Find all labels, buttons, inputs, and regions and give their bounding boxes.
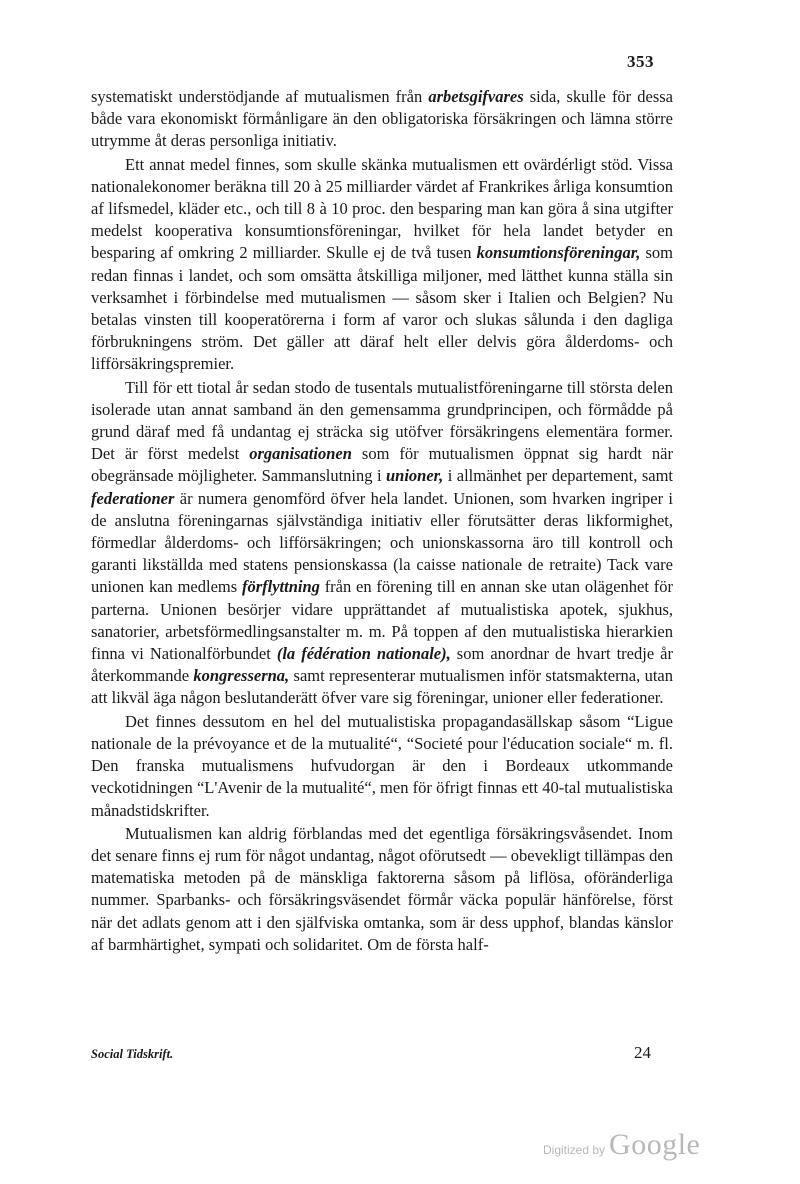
text-run: är numera genomförd öfver hela landet. Unionen, som hvarken ingriper i de anslutna föreningarnas självständiga initiativ eller förutsätter deras likformighet, förmedlar ålderdoms- och lifförsäkringen; och unionskassorna äro till kontroll och garanti likställda med statens pensionskassa (la caisse nationale de retraite) Tack vare unionen kan medlems [91,488,673,597]
text-run: i allmänhet per departement, samt [443,466,673,486]
text-run: Mutualismen kan aldrig förblandas med det egentliga försäkringsvåsendet. Inom det senare finns ej rum för något undantag, något oförutsedt — obevekligt tillämpas den matematiska metoden på de mänskliga faktorerna såsom på liflösa, oföränderliga nummer. Sparbanks- och försäkringsväsendet förmår väcka populär hänförelse, först när det adlats genom att i den själfviska omtanka, som är dess upphof, blandas känslor af barmhärtighet, sympati och solidaritet. Om de första half- [91,823,673,954]
paragraph [91,154,673,376]
emphasized-text: federationer [91,488,175,508]
google-logo: Google [609,1128,701,1161]
emphasized-text: (la fédération nationale), [276,644,451,664]
digitization-watermark [543,1128,700,1162]
footer-signature-mark: 24 [634,1043,651,1062]
paragraph [91,711,673,822]
text-run: som redan finnas i landet, och som omsätta åtskilliga miljoner, med lätthet kunna ställa sin verksamhet i förbindelse med mutualismen — såsom sker i Italien och Belgien? Nu betalas vinsten till kooperatörerna i form af varor och slukas sålunda i den dagliga förbrukningens ström. Det gäller att däraf helt eller delvis göra ålderdoms- och lifförsäkringspremier. [91,243,673,374]
text-run: Till för ett tiotal år sedan stodo de tusentals mutualistföreningarne till största delen isolerade utan annat samband än den gemensamma grundprincipen, och förmådde på grund däraf med få undantag ej sträcka sig utöfver försäkringens elementära former. Det är först medelst [91,377,673,464]
emphasized-text: förflyttning [241,577,320,597]
text-run: Ett annat medel finnes, som skulle skänka mutualismen ett ovärdérligt stöd. Vissa nationalekonomer beräkna till 20 à 25 milliarder värdet af Frankrikes årliga konsumtion af lifsmedel, kläder etc., och till 8 à 10 proc. den besparing man kan göra å sina utgifter medelst kooperativa konsumtionsföreningar, hvilket för hela landet betyder en besparing af omkring 2 milliarder. Skulle ej de två tusen [91,154,673,263]
body-text [91,86,673,956]
emphasized-text: unioner, [385,466,444,486]
emphasized-text: konsumtionsföreningar, [476,243,641,263]
emphasized-text: arbetsgifvares [428,87,524,106]
text-run: systematiskt understödjande af mutualismen från [91,87,429,106]
paragraph [91,823,673,956]
emphasized-text: organisationen [249,444,352,464]
text-run: samt representerar mutualismen inför statsmakterna, utan att likväl äga någon beslutanderätt öfver vare sig föreningar, unioner eller federationer. [91,666,673,708]
emphasized-text: kongresserna, [193,666,290,686]
text-run: sida, skulle för dessa både vara ekonomiskt förmånligare än den obligatoriska försäkringen och lämna större utrymme åt deras personliga initiativ. [91,87,673,151]
page-number: 353 [627,52,654,71]
paragraph [91,86,673,153]
watermark-prefix: Digitized by [543,1143,606,1157]
paragraph [91,377,673,710]
text-run: som anordnar de hvart tredje år återkommande [91,644,674,686]
text-run: som för mutualismen öppnat sig hardt när obegränsade möjligheter. Sammanslutning i [91,444,673,486]
text-run: från en förening till en annan ske utan olägenhet för parterna. Unionen besörjer vidare upprättandet af mutualistiska apotek, sjukhus, sanatorier, arbetsförmedlingsanstalter m. m. På toppen af den mutualistiska hierarkien finna vi Nationalförbundet [91,577,673,664]
text-run: Det finnes dessutom en hel del mutualistiska propagandasällskap såsom “Ligue nationale de la prévoyance et de la mutualité“, “Societé pour l'éducation sociale“ m. fl. Den franska mutualismens hufvudorgan är den i Bordeaux utkommande veckotidningen “L'Avenir de la mutualité“, men för öfrigt finnas ett 40-tal mutualistiska månadstidskrifter. [91,711,673,820]
footer-journal-title: Social Tidskrift. [91,1047,174,1061]
